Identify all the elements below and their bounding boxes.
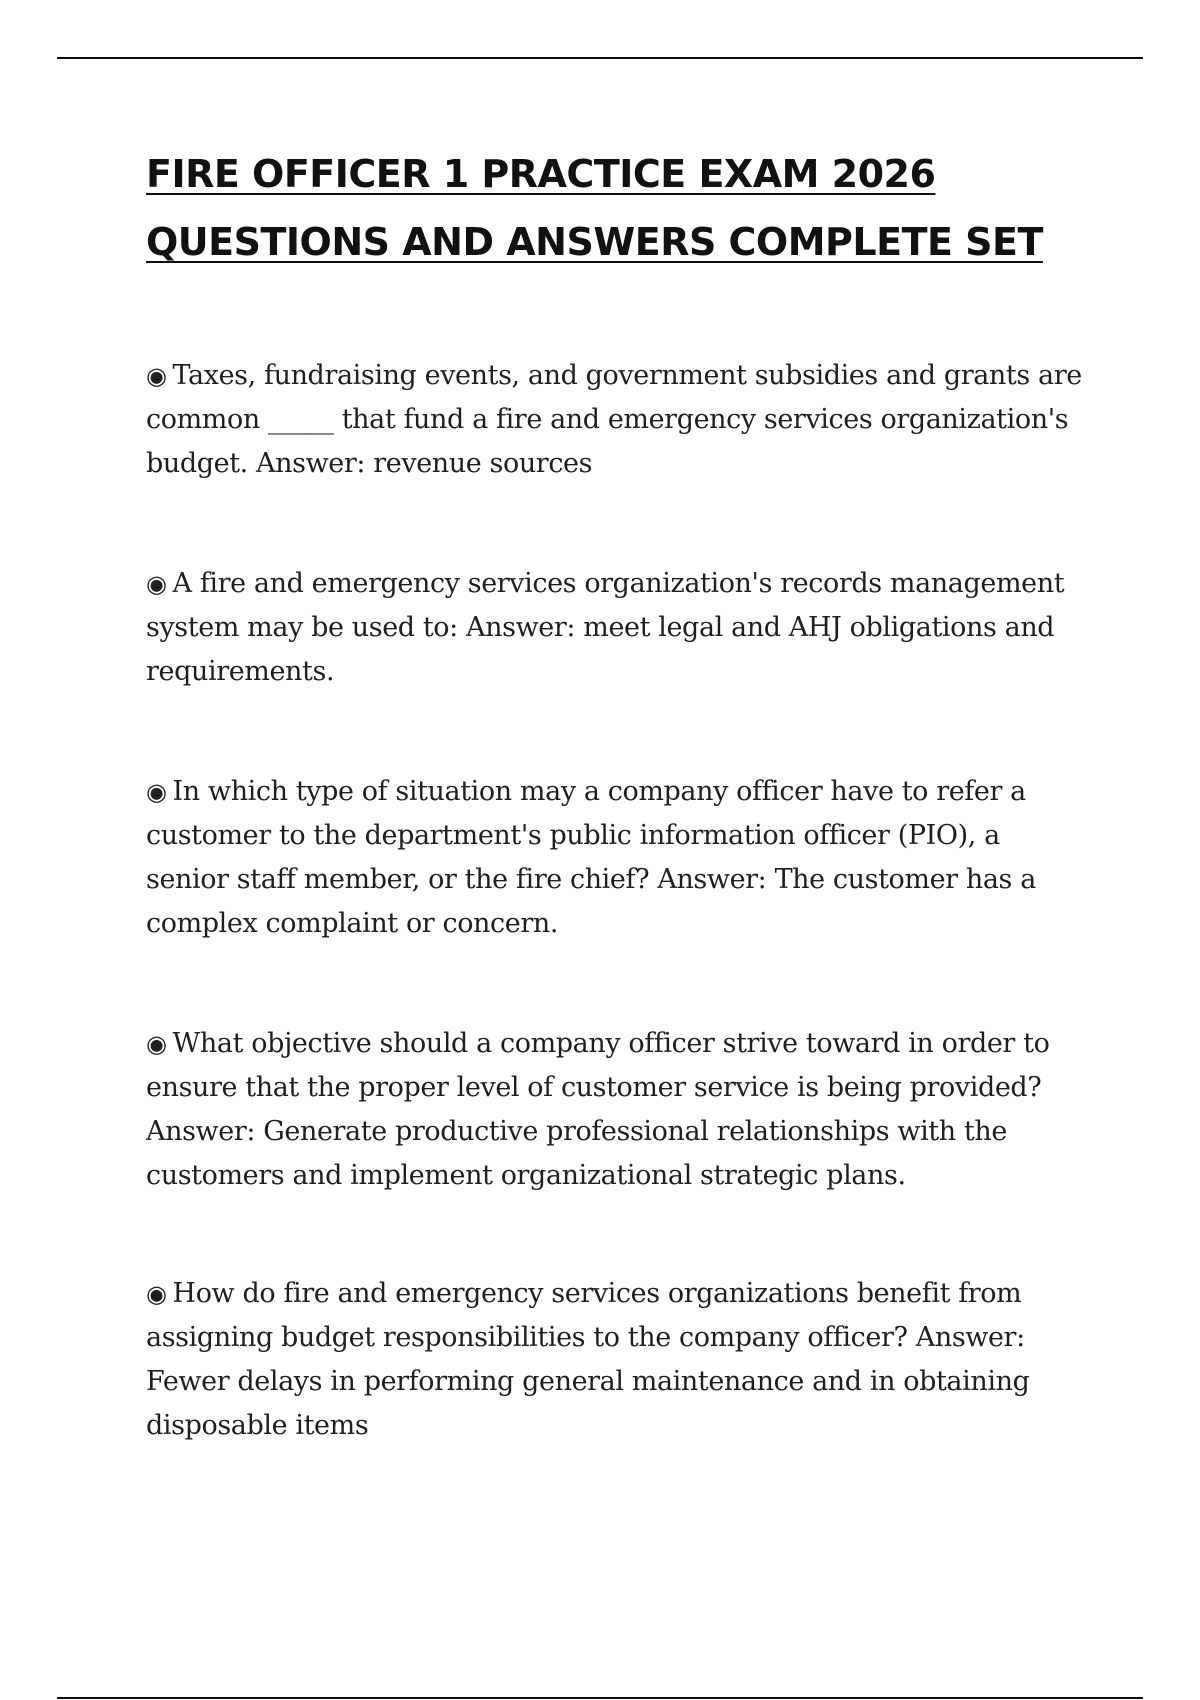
question-text: How do fire and emergency services organizations benefit from assigning budget responsibilities to the company officer? Answer: Fewer delays in performing general maintenance and in obtaining disposable items xyxy=(146,1278,1030,1441)
bullet-icon: ◉ xyxy=(146,1030,167,1058)
question-item-4 xyxy=(146,1022,1086,1198)
question-item-1 xyxy=(146,354,1086,486)
question-text: What objective should a company officer strive toward in order to ensure that the proper level of customer service is being provided? Answer: Generate productive professional relationships with the customers and implement organizational strategic plans. xyxy=(146,1028,1050,1191)
title-line-1: FIRE OFFICER 1 PRACTICE EXAM 2026 xyxy=(146,152,936,196)
question-text: In which type of situation may a company officer have to refer a customer to the department's public information officer (PIO), a senior staff member, or the fire chief? Answer: The customer has a complex complaint or concern. xyxy=(146,776,1036,939)
top-divider xyxy=(57,57,1143,59)
question-item-5 xyxy=(146,1272,1086,1448)
question-text: Taxes, fundraising events, and government subsidies and grants are common _____ that fund a fire and emergency services organization's budget. Answer: revenue sources xyxy=(146,360,1082,479)
bullet-icon: ◉ xyxy=(146,362,167,390)
bottom-divider xyxy=(57,1697,1143,1699)
bullet-icon: ◉ xyxy=(146,1280,167,1308)
bullet-icon: ◉ xyxy=(146,570,167,598)
page-title xyxy=(146,140,1086,276)
question-text: A fire and emergency services organization's records management system may be used to: Answer: meet legal and AHJ obligations and requirements. xyxy=(146,568,1065,687)
question-item-3 xyxy=(146,770,1086,946)
bullet-icon: ◉ xyxy=(146,778,167,806)
question-item-2 xyxy=(146,562,1086,694)
title-line-2: QUESTIONS AND ANSWERS COMPLETE SET xyxy=(146,220,1043,264)
